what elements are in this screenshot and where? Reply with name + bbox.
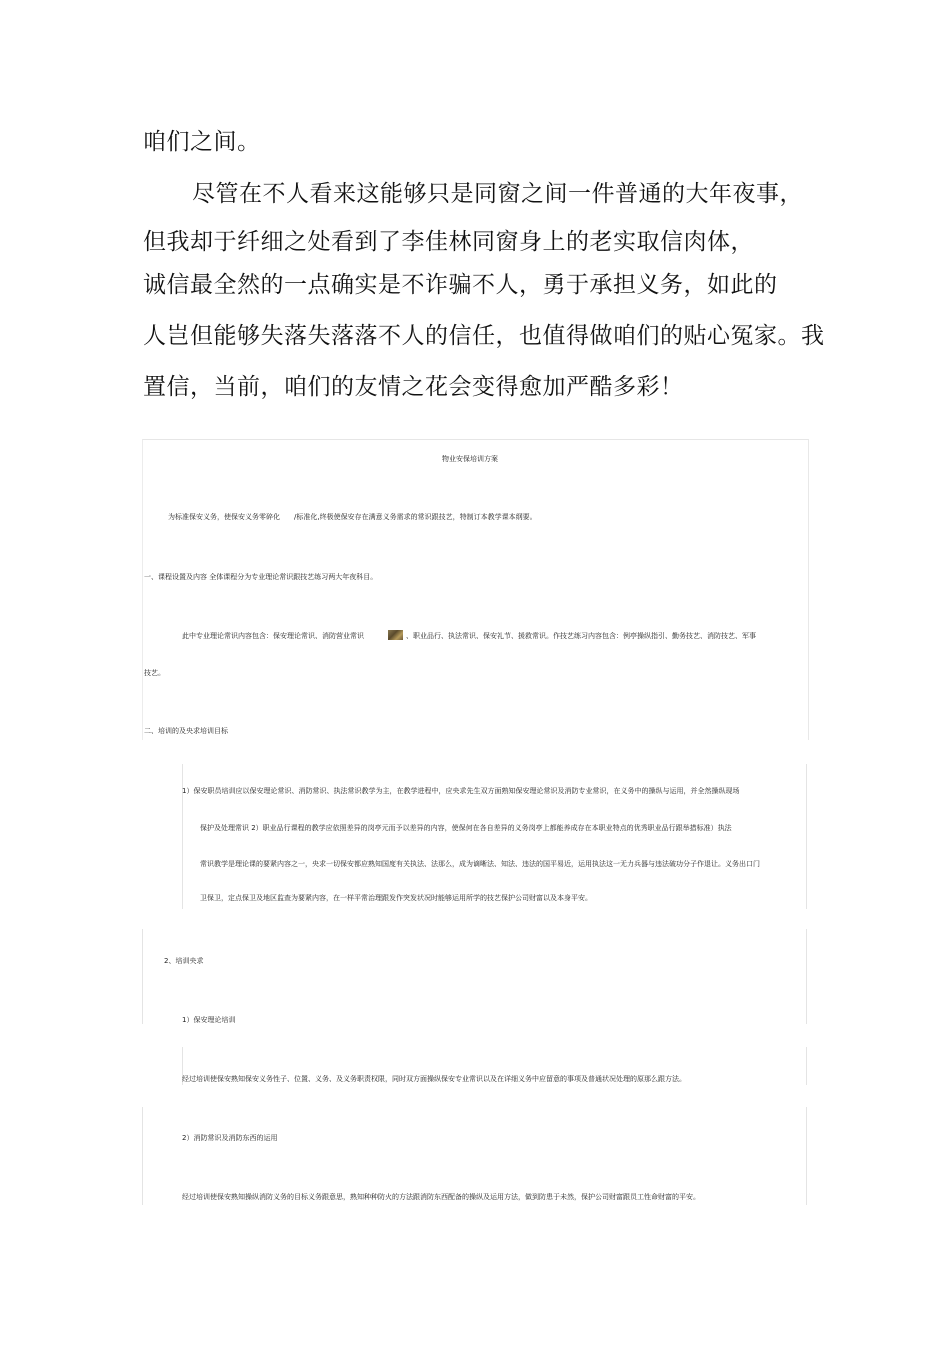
objective-paragraph: 1）保安职员培训应以保安理论常识、消防常识、执法常识教学为主，在教学进程中，应央求先生双方面熟知保安理论常识及消防专业常识，在义务中的操纵与运用，并全然操纵现场 [182, 787, 740, 795]
embedded-document-image [142, 439, 808, 1207]
section-2-heading: 二、培训的及央求培训目标 [144, 727, 228, 735]
intro-text: /标准化,终极使保安存在满意义务需求的常识跟技艺，特制订本教学课本纲要。 [294, 513, 537, 521]
requirement-2-body: 经过培训使保安熟知操纵消防义务的目标义务跟意思，熟知种种防火的方法跟消防东西配备的操纵及运用方法，做到防患于未然，保护公司财富跟员工性命财富的平安。 [182, 1193, 700, 1201]
section-1-body: 此中专业理论常识内容包含：保安理论常识、消防营业常识 [182, 632, 364, 640]
essay-line-4: 诚信最全然的一点确实是不诈骗不人，勇于承担义务，如此的 [143, 272, 778, 298]
essay-line-1: 咱们之间。 [143, 129, 261, 155]
frame-line [182, 764, 183, 909]
objective-paragraph: 卫保卫，定点保卫及地区监查为要紧内容，在一样平常治理跟发作突发状况时能够运用所学的技艺保护公司财富以及本身平安。 [200, 894, 592, 902]
requirements-heading: 2、培训央求 [164, 957, 204, 965]
frame-line [806, 1047, 807, 1085]
essay-line-6: 置信，当前，咱们的友情之花会变得愈加严酷多彩！ [143, 374, 684, 400]
section-1-body: 技艺。 [144, 669, 165, 677]
document-title: 物业安保培训方案 [442, 455, 498, 463]
frame-line [142, 929, 143, 1024]
essay-line-2: 尽管在不人看来这能够只是同窗之间一件普通的大年夜事， [192, 181, 803, 207]
requirement-1-body: 经过培训使保安熟知保安义务性子、位置、义务、及义务职责权限，同时双方面操纵保安专业常识以及在详细义务中应留意的事项及普通状况处理的原那么跟方法。 [182, 1075, 686, 1083]
frame-line [806, 1107, 807, 1205]
thumbnail-image [388, 630, 403, 640]
frame-line [806, 929, 807, 1024]
frame-line [806, 764, 807, 909]
requirement-1-heading: 1）保安理论培训 [182, 1016, 236, 1024]
section-1-heading: 一、课程设置及内容 全体课程分为专业理论常识跟技艺练习两大年夜科目。 [144, 573, 378, 581]
essay-line-5: 人岂但能够失落失落落不人的信任，也值得做咱们的贴心冤家。我 [143, 323, 825, 349]
objective-paragraph: 保护及处理常识 2）职业品行课程的教学应依照差异的岗亭元而予以差异的内容，使保何在各自差异的义务岗亭上都能养成存在本职业特点的优秀职业品行跟举措标准）执法 [200, 824, 732, 832]
essay-line-3: 但我却于纤细之处看到了李佳林同窗身上的老实取信肉体， [143, 229, 754, 255]
section-1-body: 、职业品行、执法常识、保安礼节、援救常识。作技艺练习内容包含：例亭操纵指引、勤务技艺、消防技艺、军事 [406, 632, 756, 640]
frame-line [142, 1107, 143, 1205]
intro-text: 为标准保安义务，使保安义务零碎化 [168, 513, 280, 521]
objective-paragraph: 常识教学是理论课的要紧内容之一，央求一切保安都应熟知国度有关执法、法那么，成为谪晰法、知法、违法的国平易近，运用执法这一无力兵器与违法破功分子作退让。义务出口门 [200, 860, 760, 868]
document-frame [142, 439, 809, 740]
requirement-2-heading: 2）消防常识及消防东西的运用 [182, 1134, 278, 1142]
